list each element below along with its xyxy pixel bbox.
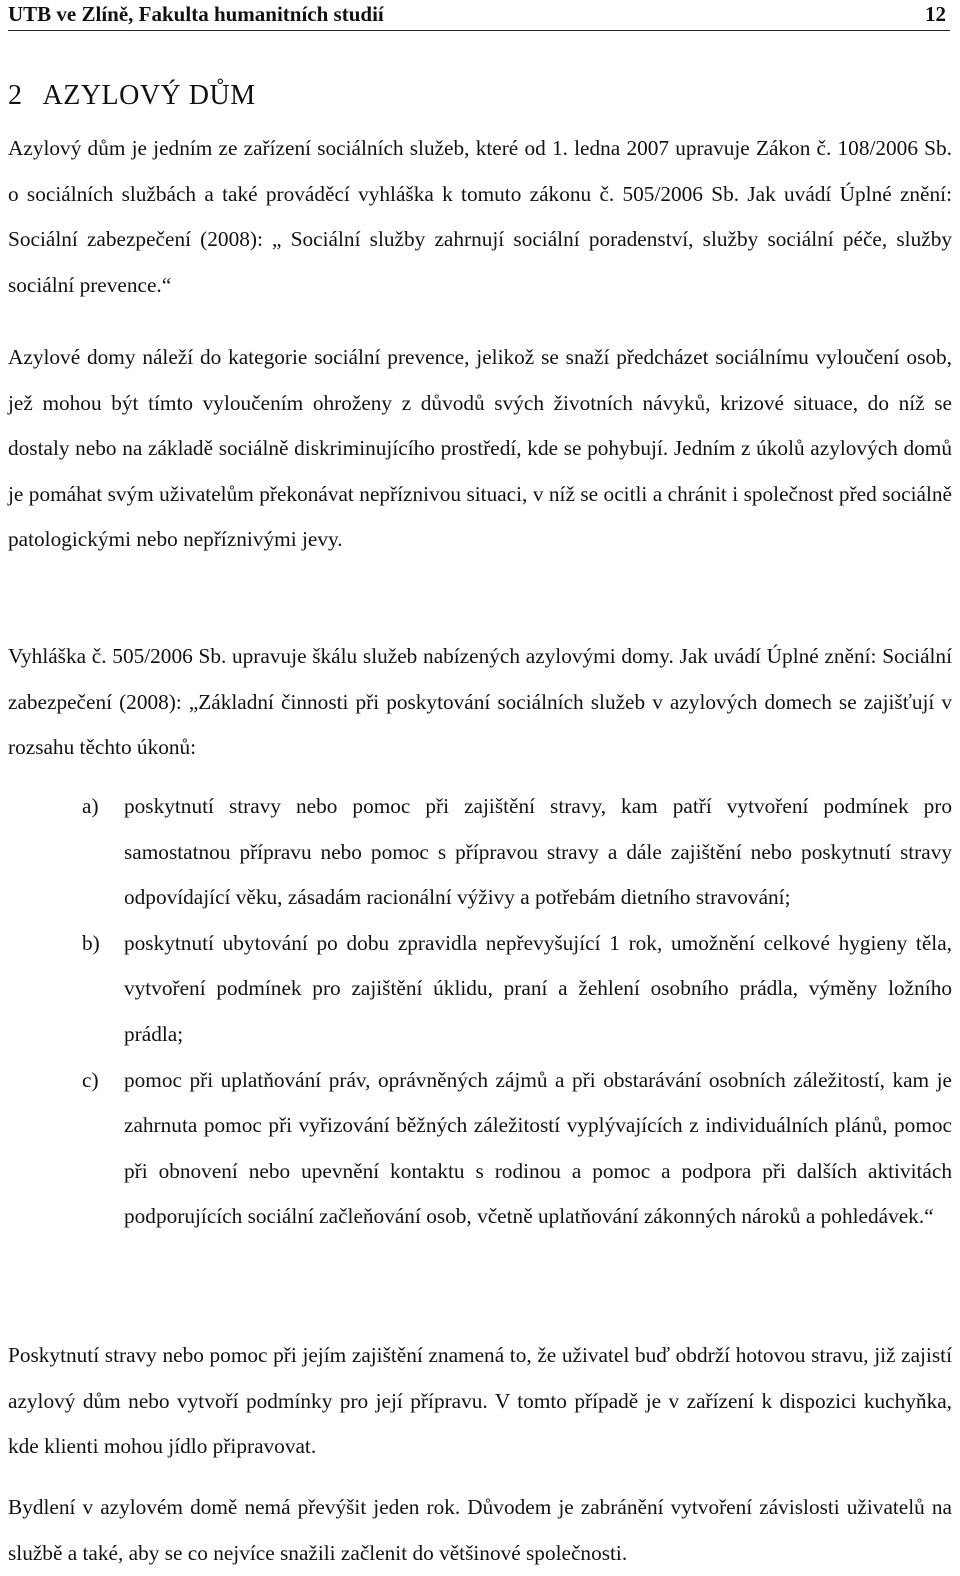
paragraph-5: Bydlení v azylovém domě nemá převýšit jeden rok. Důvodem je zabránění vytvoření závislosti uživatelů na službě a také, aby se co nejvíce snažili začlenit do většinové společnosti. [8, 1495, 952, 1565]
list-item-label: c) [82, 1067, 99, 1092]
list-item-text: pomoc při uplatňování práv, oprávněných zájmů a při obstarávání osobních záležitostí, kam je zahrnuta pomoc při vyřizování běžných záležitostí vyplývajících z individuálních plánů, pomoc při obnovení nebo upevnění kontaktu s rodinou a pomoc a podpora při dalších aktivitách podporujících sociální začleňování osob, včetně uplatňování zákonných nároků a pohledávek.“ [124, 1067, 952, 1229]
list-item [0, 921, 952, 1058]
page-number: 12 [925, 2, 946, 26]
paragraph-4: Poskytnutí stravy nebo pomoc při jejím zajištění znamená to, že uživatel buď obdrží hotovou stravu, již zajistí azylový dům nebo vytvoří podmínky pro její přípravu. V tomto případě je v zařízení k dispozici kuchyňka, kde klienti mohou jídlo připravovat. [8, 1343, 952, 1459]
chapter-title: AZYLOVÝ DŮM [42, 80, 256, 111]
list-item-text: poskytnutí stravy nebo pomoc při zajištění stravy, kam patří vytvoření podmínek pro samostatnou přípravu nebo pomoc s přípravou stravy a dále zajištění nebo poskytnutí stravy odpovídající věku, zásadám racionální výživy a potřebám dietního stravování; [124, 794, 952, 910]
services-list [0, 784, 952, 1240]
list-item-text: poskytnutí ubytování po dobu zpravidla nepřevyšující 1 rok, umožnění celkové hygieny těla, vytvoření podmínek pro zajištění úklidu, praní a žehlení osobního prádla, výměny ložního prádla; [124, 930, 952, 1046]
list-item [0, 1058, 952, 1240]
chapter-number: 2 [8, 80, 23, 111]
paragraph-3: Vyhláška č. 505/2006 Sb. upravuje škálu služeb nabízených azylovými domy. Jak uvádí Úplné znění: Sociální zabezpečení (2008): „Základní činnosti při poskytování sociálních služeb v azylových domech se zajišťují v rozsahu těchto úkonů: [8, 644, 952, 760]
paragraph-2: Azylové domy náleží do kategorie sociální prevence, jelikož se snaží předcházet sociálnímu vyloučení osob, jež mohou být tímto vyloučením ohroženy z důvodů svých životních návyků, krizové situace, do níž se dostaly nebo na základě sociálně diskriminujícího prostředí, kde se pohybují. Jedním z úkolů azylových domů je pomáhat svým uživatelům překonávat nepříznivou situaci, v níž se ocitli a chránit i společnost před sociálně patologickými nebo nepříznivými jevy. [8, 345, 952, 552]
paragraph-1: Azylový dům je jedním ze zařízení sociálních služeb, které od 1. ledna 2007 upravuje Zákon č. 108/2006 Sb. o sociálních službách a také prováděcí vyhláška k tomuto zákonu č. 505/2006 Sb. Jak uvádí Úplné znění: Sociální zabezpečení (2008): „ Sociální služby zahrnují sociální poradenství, služby sociální péče, služby sociální prevence.“ [8, 136, 952, 297]
page-header [8, 0, 950, 31]
header-institution: UTB ve Zlíně, Fakulta humanitních studií [8, 2, 384, 26]
chapter-heading [8, 80, 256, 112]
list-item [0, 784, 952, 921]
list-item-label: a) [82, 794, 99, 818]
list-item-label: b) [82, 930, 100, 955]
